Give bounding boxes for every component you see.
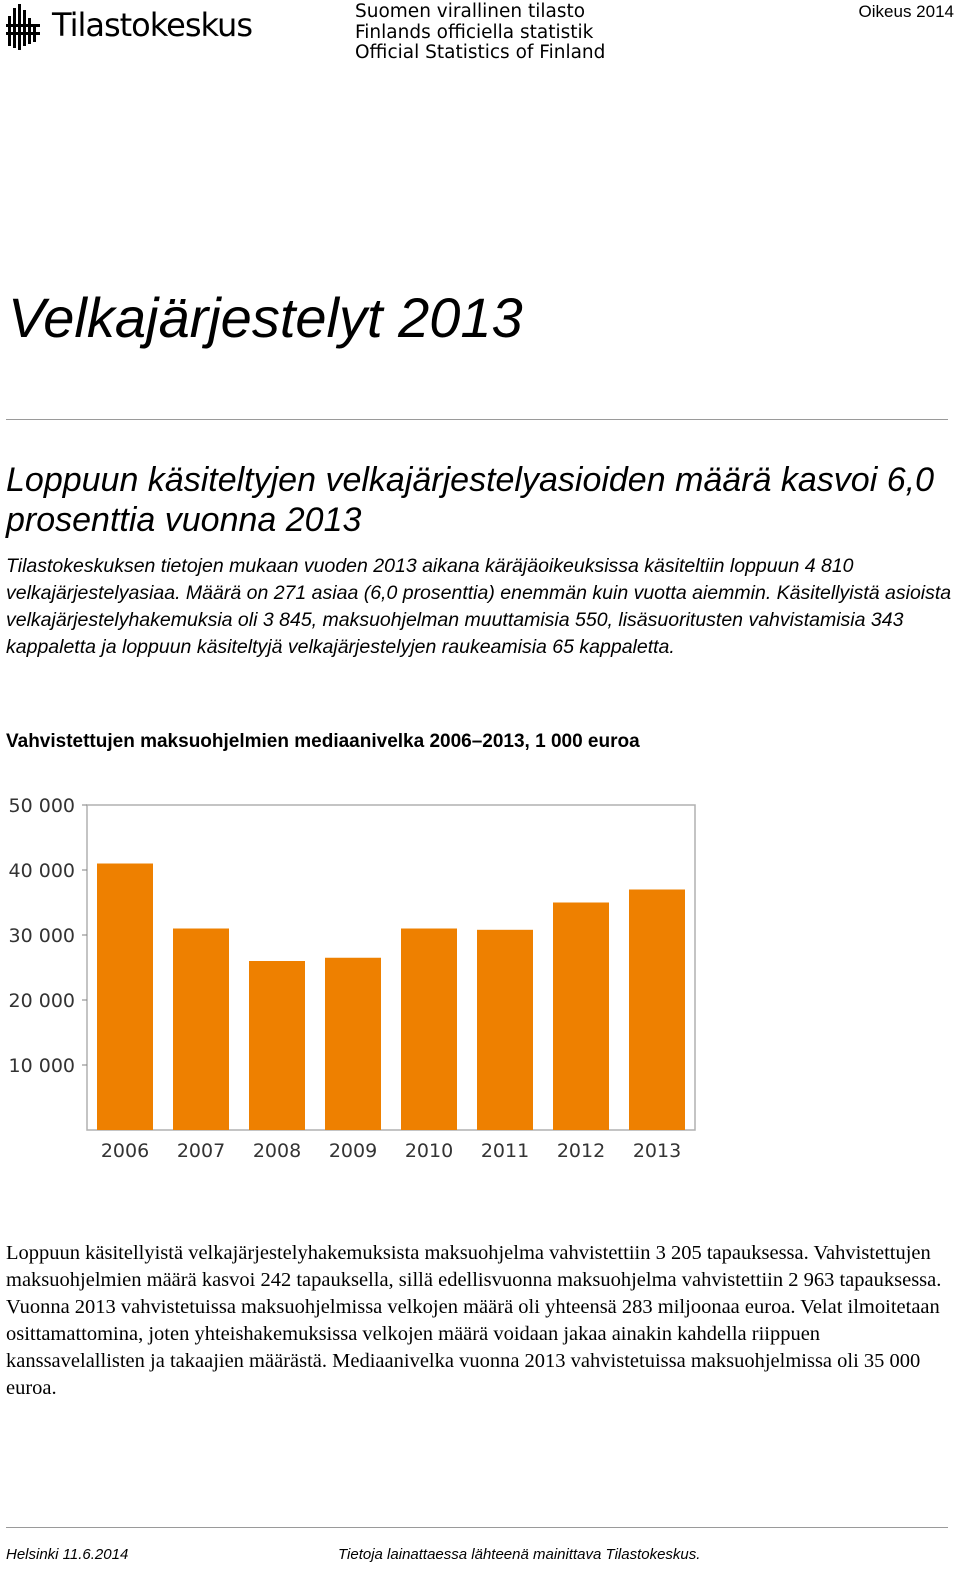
median-debt-bar-chart xyxy=(0,790,720,1170)
section-title: Loppuun käsiteltyjen velkajärjestelyasioiden määrä kasvoi 6,0 prosenttia vuonna 2013 xyxy=(6,461,934,539)
y-tick-label: 50 000 xyxy=(8,795,75,817)
bar-2007 xyxy=(173,929,229,1131)
bar-2011 xyxy=(477,930,533,1130)
x-tick-label: 2012 xyxy=(556,1140,606,1162)
x-tick-label: 2008 xyxy=(252,1140,302,1162)
bar-2008 xyxy=(249,961,305,1130)
x-tick-label: 2013 xyxy=(632,1140,682,1162)
bar-2013 xyxy=(629,890,685,1131)
official-statistics-label xyxy=(355,2,605,64)
series-label: Oikeus 2014 xyxy=(858,2,954,21)
body-paragraph: Loppuun käsitellyistä velkajärjestelyhakemuksista maksuohjelma vahvistettiin 3 205 tapauksessa. Vahvistettujen maksuohjelmien määrä kasvoi 242 tapauksella, sillä edellisvuonna maksuohjelma vahvistettiin 2 963 tapauksessa. Vuonna 2013 vahvistetuissa maksuohjelmissa velkojen määrä oli yhteensä 283 miljoonaa euroa. Velat ilmoitetaan osittamattomina, joten yhteishakemuksissa velkojen määrä voidaan jakaa ainakin kahdella riippuen kanssavelallisten ja takaajien määrästä. Mediaanivelka vuonna 2013 vahvistetuissa maksuohjelmissa oli 35 000 euroa. xyxy=(6,1242,942,1399)
official-line-en: Official Statistics of Finland xyxy=(355,42,606,63)
bar-2006 xyxy=(97,864,153,1131)
lead-paragraph: Tilastokeskuksen tietojen mukaan vuoden 2013 aikana käräjäoikeuksissa käsiteltiin loppuun 4 810 velkajärjestelyasiaa. Määrä on 271 asiaa (6,0 prosenttia) enemmän kuin vuotta aiemmin. Käsitellyistä asioista velkajärjestelyhakemuksia oli 3 845, maksuohjelman muuttamisia 550, lisäsuoritusten vahvistamisia 343 kappaletta ja loppuun käsiteltyjä velkajärjestelyjen raukeamisia 65 kappaletta. xyxy=(6,555,952,658)
bar-2012 xyxy=(553,903,609,1131)
x-tick-label: 2010 xyxy=(404,1140,454,1162)
official-line-fi: Suomen virallinen tilasto xyxy=(355,1,586,22)
y-tick-label: 20 000 xyxy=(8,990,75,1012)
footer-citation-note: Tietoja lainattaessa lähteenä mainittava Tilastokeskus. xyxy=(338,1546,701,1563)
logo xyxy=(6,2,252,52)
x-tick-label: 2009 xyxy=(328,1140,378,1162)
x-tick-label: 2007 xyxy=(176,1140,226,1162)
official-line-sv: Finlands officiella statistik xyxy=(355,21,594,43)
tilastokeskus-logo-icon xyxy=(6,2,46,52)
logo-text: Tilastokeskus xyxy=(52,6,252,44)
footer-divider xyxy=(6,1527,948,1528)
bar-2009 xyxy=(325,958,381,1130)
y-tick-label: 10 000 xyxy=(8,1055,75,1077)
chart-title: Vahvistettujen maksuohjelmien mediaanivelka 2006–2013, 1 000 euroa xyxy=(6,731,640,752)
y-tick-label: 40 000 xyxy=(8,860,75,882)
page-title: Velkajärjestelyt 2013 xyxy=(8,286,523,349)
y-tick-label: 30 000 xyxy=(8,925,75,947)
x-tick-label: 2006 xyxy=(100,1140,150,1162)
x-tick-label: 2011 xyxy=(480,1140,530,1162)
bar-2010 xyxy=(401,929,457,1131)
footer-place-date: Helsinki 11.6.2014 xyxy=(6,1546,129,1563)
title-divider xyxy=(6,419,948,420)
